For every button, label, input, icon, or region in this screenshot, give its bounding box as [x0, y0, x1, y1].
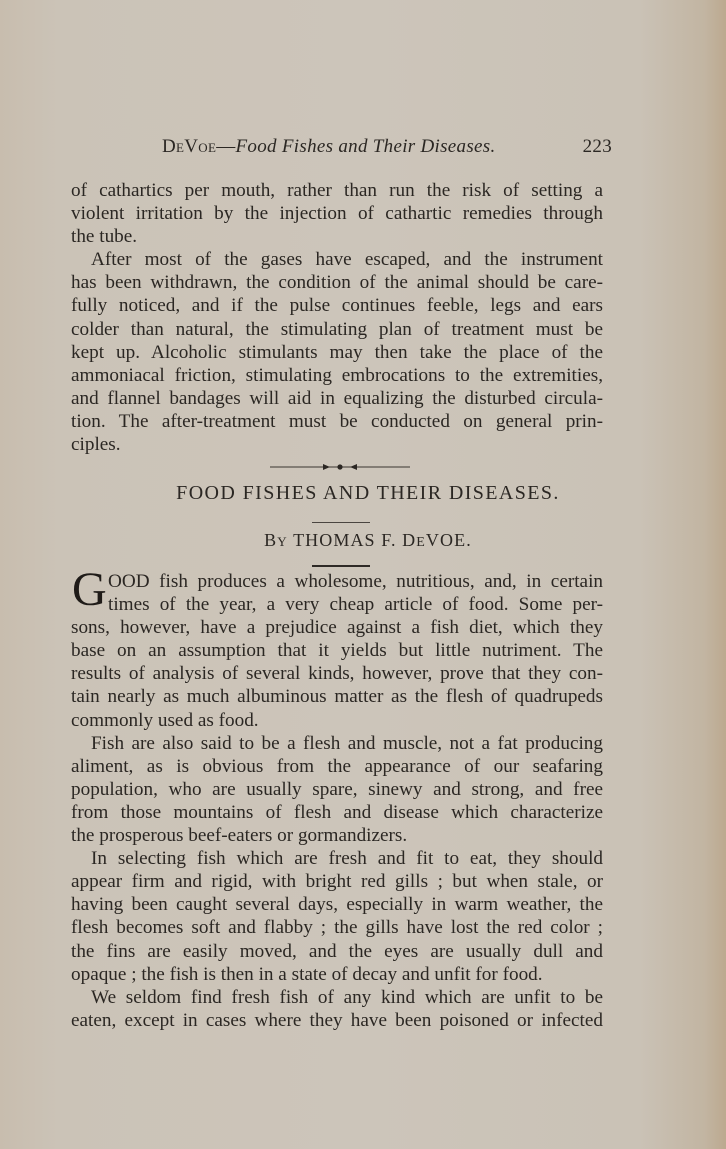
- text-line: flesh becomes soft and flabby ; the gills have lost the red color ;: [71, 917, 603, 939]
- running-head-separator: —: [216, 136, 236, 157]
- text-line: results of analysis of several kinds, however, prove that they con-: [71, 663, 603, 685]
- drop-cap: G: [72, 563, 107, 616]
- text-line: of cathartics per mouth, rather than run the risk of setting a: [71, 180, 603, 201]
- ornament-arrow-left: [323, 464, 330, 470]
- text-line: eaten, except in cases where they have been poisoned or infected: [71, 1009, 603, 1031]
- text-line: kept up. Alcoholic stimulants may then take the place of the: [71, 341, 603, 363]
- text-line: base on an assumption that it yields but little nutriment. The: [71, 640, 603, 662]
- page-number: 223: [582, 136, 612, 157]
- text-line: has been withdrawn, the condition of the animal should be care-: [71, 272, 603, 294]
- byline-prefix: [264, 530, 288, 550]
- byline-name-last: [402, 530, 472, 550]
- text-line: times of the year, a very cheap article of food. Some per-: [108, 594, 603, 616]
- text-line: colder than natural, the stimulating plan of treatment must be: [71, 318, 603, 340]
- byline-name-last-small: E: [416, 535, 426, 550]
- text-line: the tube.: [71, 226, 138, 248]
- text-line: commonly used as food.: [71, 709, 259, 731]
- text-line: We seldom find fresh fish of any kind which are unfit to be: [91, 986, 603, 1008]
- text-line: After most of the gases have escaped, and the instrument: [91, 249, 603, 271]
- text-line: the prosperous beef-eaters or gormandizers.: [71, 825, 408, 847]
- text-line: tain nearly as much albuminous matter as the flesh of quadrupeds: [71, 686, 603, 708]
- ornament-arrow-right: [350, 464, 357, 470]
- running-head: [162, 136, 622, 164]
- text-line: ammoniacal friction, stimulating embrocations to the extremities,: [71, 364, 603, 386]
- byline-name-last-rest: VOE.: [425, 530, 472, 550]
- text-line: population, who are usually spare, sinewy and strong, and free: [71, 778, 603, 800]
- text-line: appear firm and rigid, with bright red gills ; but when stale, or: [71, 871, 603, 893]
- section-divider-ornament: [270, 462, 410, 472]
- title-rule: [312, 522, 370, 523]
- ornament-dot: [337, 464, 342, 469]
- running-head-author: DeVoe: [162, 136, 217, 157]
- text-line: fully noticed, and if the pulse continues feeble, legs and ears: [71, 295, 603, 317]
- running-head-title: Food Fishes and Their Diseases.: [235, 136, 496, 157]
- byline-rule: [312, 565, 370, 567]
- text-line: violent irritation by the injection of cathartic remedies through: [71, 203, 603, 225]
- article-body: [71, 563, 603, 1032]
- article-title: FOOD FISHES AND THEIR DISEASES.: [176, 482, 560, 504]
- text-line: and flannel bandages will aid in equalizing the disturbed circula-: [71, 387, 603, 409]
- text-line: In selecting fish which are fresh and fit to eat, they should: [91, 848, 603, 870]
- byline-name-first: THOMAS F.: [293, 530, 397, 550]
- text-line: ciples.: [71, 434, 121, 456]
- text-line: sons, however, have a prejudice against a fish diet, which they: [71, 617, 603, 639]
- text-line: tion. The after-treatment must be conducted on general prin-: [71, 410, 603, 432]
- text-line: OOD fish produces a wholesome, nutritious, and, in certain: [108, 571, 603, 592]
- text-line: aliment, as is obvious from the appearance of our seafaring: [71, 755, 603, 777]
- text-line: opaque ; the fish is then in a state of decay and unfit for food.: [71, 963, 543, 985]
- text-line: Fish are also said to be a flesh and muscle, not a fat producing: [91, 732, 603, 754]
- text-line: from those mountains of flesh and disease which characterize: [71, 801, 603, 823]
- text-line: the fins are easily moved, and the eyes are usually dull and: [71, 940, 603, 962]
- byline: [0, 530, 726, 551]
- byline-name-last-cap: D: [402, 530, 417, 550]
- byline-prefix-text: By: [264, 530, 288, 550]
- preceding-text: [71, 179, 603, 456]
- text-line: having been caught several days, especially in warm weather, the: [71, 894, 603, 916]
